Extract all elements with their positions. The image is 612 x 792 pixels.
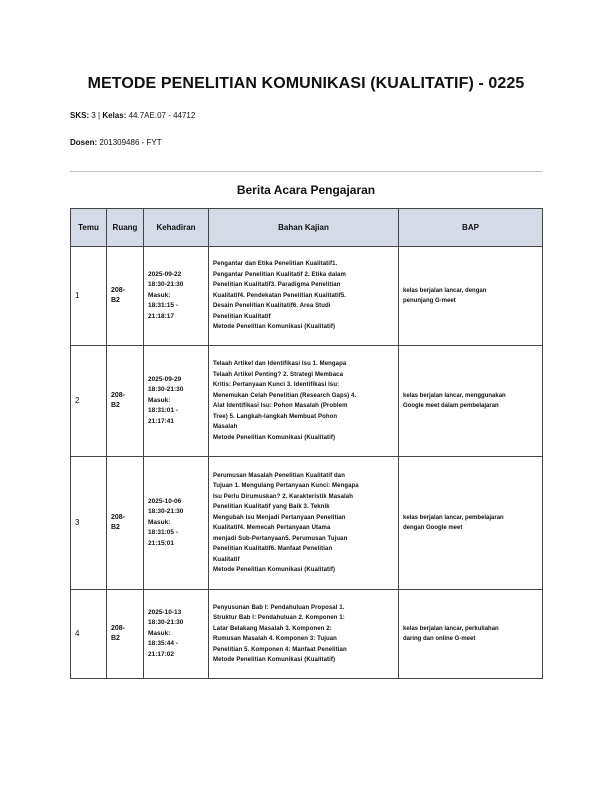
temu-cell: 3 [71,457,107,590]
bahan-line: Metode Penelitian Komunikasi (Kualitatif) [213,657,336,663]
bahan-line: Perumusan Masalah Penelitian Kualitatif dan [213,472,345,479]
kehadiran-line: 21:15:01 [148,539,175,547]
kehadiran-line: 18:31:15 - [148,302,178,310]
bap-line: Google meet dalam pembelajaran [403,403,499,409]
bahan-line: Penelitian Kualitatif [213,313,271,320]
bap-line: kelas berjalan lancar, pembelajaran [403,514,504,521]
bahan-line: Metode Penelitian Komunikasi (Kualitatif) [213,567,336,573]
bap-line: kelas berjalan lancar, perkuliahan [403,625,499,632]
ruang-line: B2 [111,635,120,642]
bahan-line: Penelitian Kualitatif3. Paradigma Penelitian [213,282,341,289]
kelas-label: Kelas: [102,111,127,120]
table-row [71,457,543,590]
kehadiran-line: Masuk: [148,396,171,404]
ruang-line: 208- [111,286,126,294]
table-row [71,247,543,346]
meta-separator: | [98,111,101,120]
bahan-kajian-cell [209,247,399,346]
bap-line: kelas berjalan lancar, menggunakan [403,392,506,399]
ruang-cell [107,457,144,590]
bahan-line: Penelitian 5. Komponen 4: Manfaat Penelitian [213,646,347,653]
kehadiran-cell [144,346,209,457]
ruang-cell [107,346,144,457]
table-row [71,590,543,679]
kehadiran-line: 21:17:41 [148,417,175,425]
bahan-line: Kualitatif4. Memecah Pertanyaan Utama [213,525,331,531]
bap-cell [399,457,543,590]
header-ruang: Ruang [107,209,144,247]
bahan-line: Pengantar dan Etika Penelitian Kualitatif1. [213,261,338,268]
temu-cell: 2 [71,346,107,457]
ruang-line: 208- [111,391,126,399]
ruang-cell [107,590,144,679]
dosen-value: 201309486 - FYT [99,138,162,147]
kehadiran-line: 18:31:05 - [148,529,178,537]
header-temu: Temu [71,209,107,247]
bahan-line: Metode Penelitian Komunikasi (Kualitatif) [213,324,336,331]
bahan-line: Struktur Bab I: Pendahuluan 2. Komponen 1: [213,615,345,621]
bahan-line: Telaah Artikel dan Identifikasi Isu 1. Mengapa [213,361,347,367]
bap-line: dengan Google meet [403,525,463,531]
kehadiran-line: Masuk: [148,291,171,299]
bahan-line: Desain Penelitian Kualitatif6. Area Studi [213,303,331,310]
divider [70,171,542,172]
bahan-line: Telaah Artikel Penting? 2. Strategi Membaca [213,371,344,378]
bahan-line: Latar Belakang Masalah 3. Komponen 2: [213,625,332,632]
kehadiran-cell [144,457,209,590]
kehadiran-line: 18:31:01 - [148,407,178,415]
header-bap: BAP [399,209,543,247]
kehadiran-line: 21:17:02 [148,650,175,658]
bap-line: kelas berjalan lancar, dengan [403,287,487,294]
bahan-line: Tujuan 1. Mengulang Pertanyaan Kunci: Mengapa [213,483,359,489]
header-bahan-kajian: Bahan Kajian [209,209,399,247]
ruang-line: B2 [111,524,120,531]
bahan-line: Menemukan Celah Penelitian (Research Gaps) 4. [213,392,357,399]
kelas-value: 44.7AE.07 - 44712 [128,111,196,120]
bahan-line: Mengubah Isu Menjadi Pertanyaan Penelitian [213,514,346,521]
bahan-line: Penelitian Kualitatif6. Manfaat Penelitian [213,546,333,552]
kehadiran-line: Masuk: [148,518,171,526]
sks-label: SKS: [70,111,90,120]
kehadiran-line: 2025-09-29 [148,375,182,383]
sks-value: 3 [91,111,96,120]
bahan-line: Penelitian Kualitatif yang Baik 3. Teknik [213,504,330,510]
bap-line: penunjang G-meet [403,298,456,304]
course-meta-line [70,111,195,120]
ruang-line: B2 [111,402,120,409]
dosen-line [70,138,162,147]
kehadiran-line: 2025-09-22 [148,270,182,278]
dosen-label: Dosen: [70,138,98,147]
kehadiran-cell [144,590,209,679]
bahan-line: Masalah [213,424,238,430]
bahan-line: Kritis: Pertanyaan Kunci 3. Identifikasi Isu: [213,382,340,388]
bahan-line: Kualitatif4. Pendekatan Penelitian Kualitatif5. [213,292,347,299]
kehadiran-line: 18:30-21:30 [148,281,184,289]
bap-cell [399,247,543,346]
kehadiran-line: 18:35:44 - [148,640,178,648]
kehadiran-line: 18:30-21:30 [148,386,184,394]
kehadiran-line: Masuk: [148,629,171,637]
ruang-cell [107,247,144,346]
header-kehadiran: Kehadiran [144,209,209,247]
bahan-line: Tree) 5. Langkah-langkah Membuat Pohon [213,413,338,420]
temu-cell: 4 [71,590,107,679]
section-title: Berita Acara Pengajaran [236,183,376,197]
table-header-row [71,209,543,247]
kehadiran-line: 21:18:17 [148,312,175,320]
bahan-kajian-cell [209,590,399,679]
bap-cell [399,346,543,457]
table-row [71,346,543,457]
bahan-line: Alat Identifikasi Isu: Pohon Masalah (Problem [213,403,348,409]
bahan-line: Kualitatif [213,556,240,563]
kehadiran-line: 2025-10-06 [148,497,182,505]
kehadiran-cell [144,247,209,346]
ruang-line: 208- [111,624,126,632]
bahan-line: Isu Perlu Dirumuskan? 2. Karakteristik Masalah [213,493,353,500]
bap-table [70,208,543,679]
ruang-line: B2 [111,297,120,304]
bahan-line: Rumusan Masalah 4. Komponen 3: Tujuan [213,636,337,642]
kehadiran-line: 18:30-21:30 [148,619,184,627]
bahan-line: Pengantar Penelitian Kualitatif 2. Etika dalam [213,271,346,278]
bahan-line: menjadi Sub-Pertanyaan5. Perumusan Tujuan [213,535,348,542]
bap-line: daring dan online G-meet [403,636,476,642]
bahan-kajian-cell [209,457,399,590]
course-title: METODE PENELITIAN KOMUNIKASI (KUALITATIF) - 0225 [87,75,525,92]
ruang-line: 208- [111,513,126,521]
bap-cell [399,590,543,679]
temu-cell: 1 [71,247,107,346]
bahan-line: Metode Penelitian Komunikasi (Kualitatif) [213,434,336,441]
bahan-line: Penyusunan Bab I: Pendahuluan Proposal 1. [213,604,345,611]
kehadiran-line: 18:30-21:30 [148,508,184,516]
bahan-kajian-cell [209,346,399,457]
kehadiran-line: 2025-10-13 [148,608,182,616]
